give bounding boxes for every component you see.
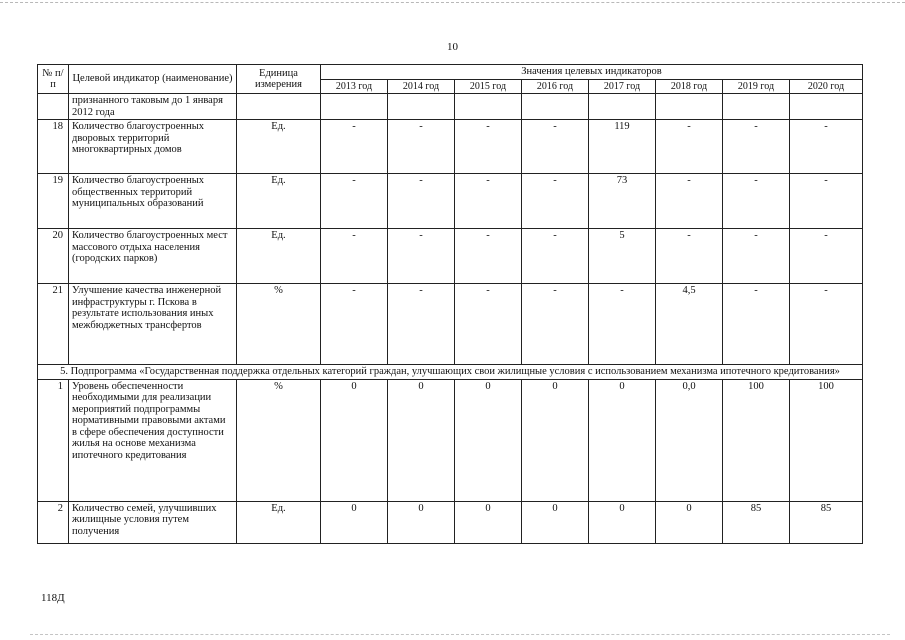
indicator-value: - <box>321 120 388 174</box>
value-cell-empty <box>723 94 790 120</box>
row-number: 19 <box>38 174 69 229</box>
indicator-value: - <box>522 120 589 174</box>
indicator-value: - <box>656 120 723 174</box>
num-cell-empty <box>38 94 69 120</box>
table-row <box>38 229 863 284</box>
header-indicator: Целевой индикатор (наименование) <box>69 65 237 94</box>
row-number: 18 <box>38 120 69 174</box>
indicator-value: - <box>522 284 589 365</box>
row-number: 1 <box>38 379 69 501</box>
indicator-value: - <box>723 284 790 365</box>
value-cell-empty <box>388 94 455 120</box>
value-cell-empty <box>656 94 723 120</box>
indicator-value: 0 <box>455 379 522 501</box>
indicator-value: 0 <box>321 501 388 543</box>
scan-edge-bottom <box>30 634 890 635</box>
header-year: 2018 год <box>656 79 723 94</box>
unit-value: % <box>237 379 321 501</box>
indicator-value: 119 <box>589 120 656 174</box>
indicator-value: - <box>522 229 589 284</box>
value-cell-empty <box>455 94 522 120</box>
indicator-value: - <box>790 174 863 229</box>
indicator-value: 100 <box>723 379 790 501</box>
row-number: 20 <box>38 229 69 284</box>
indicator-value: - <box>321 229 388 284</box>
indicator-value: 4,5 <box>656 284 723 365</box>
indicator-value: - <box>388 174 455 229</box>
indicator-value: - <box>790 229 863 284</box>
value-cell-empty <box>321 94 388 120</box>
indicator-value: - <box>723 120 790 174</box>
indicator-value: - <box>455 174 522 229</box>
indicator-value: 0 <box>589 379 656 501</box>
indicator-value: 85 <box>790 501 863 543</box>
table-row <box>38 284 863 365</box>
indicator-value: 0 <box>522 501 589 543</box>
indicator-value: - <box>790 284 863 365</box>
indicator-value: - <box>589 284 656 365</box>
indicator-name: Количество благоустроенных мест массового отдыха населения (городских парков) <box>69 229 237 284</box>
unit-value: Ед. <box>237 229 321 284</box>
footer-code: 118Д <box>41 592 65 604</box>
unit-cell-empty <box>237 94 321 120</box>
target-indicators-table <box>37 64 863 544</box>
value-cell-empty <box>522 94 589 120</box>
header-year: 2014 год <box>388 79 455 94</box>
indicator-value: 73 <box>589 174 656 229</box>
indicator-value: - <box>321 284 388 365</box>
indicator-value: 5 <box>589 229 656 284</box>
indicator-value: 0 <box>589 501 656 543</box>
table-row <box>38 379 863 501</box>
unit-value: Ед. <box>237 174 321 229</box>
indicator-value: - <box>388 284 455 365</box>
unit-value: Ед. <box>237 501 321 543</box>
indicator-name: Количество семей, улучшивших жилищные условия путем получения <box>69 501 237 543</box>
header-year: 2016 год <box>522 79 589 94</box>
indicator-value: 0 <box>388 379 455 501</box>
header-values: Значения целевых индикаторов <box>321 65 863 80</box>
indicator-value: - <box>321 174 388 229</box>
indicator-value: - <box>790 120 863 174</box>
indicator-value: - <box>656 174 723 229</box>
header-year: 2013 год <box>321 79 388 94</box>
value-cell-empty <box>589 94 656 120</box>
row-number: 21 <box>38 284 69 365</box>
header-year: 2015 год <box>455 79 522 94</box>
indicator-name: Количество благоустроенных общественных территорий муниципальных образований <box>69 174 237 229</box>
page-number: 10 <box>447 41 458 53</box>
indicator-value: - <box>455 229 522 284</box>
indicator-value: - <box>723 229 790 284</box>
table-row <box>38 120 863 174</box>
section-row <box>38 365 863 380</box>
table-row <box>38 501 863 543</box>
header-row-1 <box>38 65 863 80</box>
indicator-value: 0 <box>522 379 589 501</box>
row-number: 2 <box>38 501 69 543</box>
indicator-name: Улучшение качества инженерной инфраструктуры г. Пскова в результате использования иных межбюджетных трансфертов <box>69 284 237 365</box>
table-row <box>38 174 863 229</box>
indicator-value: 100 <box>790 379 863 501</box>
section-title: 5. Подпрограмма «Государственная поддержка отдельных категорий граждан, улучшающих свои жилищные условия с использованием механизма ипотечного кредитования» <box>38 365 863 380</box>
indicator-value: - <box>656 229 723 284</box>
indicator-value: 85 <box>723 501 790 543</box>
indicator-value: - <box>522 174 589 229</box>
indicator-value: - <box>455 120 522 174</box>
indicator-value: 0 <box>388 501 455 543</box>
indicator-value: - <box>723 174 790 229</box>
header-year: 2019 год <box>723 79 790 94</box>
indicator-value: 0 <box>321 379 388 501</box>
indicator-name: Количество благоустроенных дворовых территорий многоквартирных домов <box>69 120 237 174</box>
header-num: № п/п <box>38 65 69 94</box>
header-year: 2020 год <box>790 79 863 94</box>
header-year: 2017 год <box>589 79 656 94</box>
indicator-value: - <box>455 284 522 365</box>
scan-edge-top <box>0 2 905 3</box>
indicator-value: - <box>388 229 455 284</box>
header-unit: Единица измерения <box>237 65 321 94</box>
indicator-name-continuation: признанного таковым до 1 января 2012 года <box>69 94 237 120</box>
indicator-name: Уровень обеспеченности необходимыми для реализации мероприятий подпрограммы нормативными правовыми актами в сфере обеспечения доступности жилья на основе механизма ипотечного кредитования <box>69 379 237 501</box>
value-cell-empty <box>790 94 863 120</box>
unit-value: % <box>237 284 321 365</box>
indicator-value: - <box>388 120 455 174</box>
table-row-continuation <box>38 94 863 120</box>
indicator-value: 0,0 <box>656 379 723 501</box>
unit-value: Ед. <box>237 120 321 174</box>
indicator-value: 0 <box>656 501 723 543</box>
indicator-value: 0 <box>455 501 522 543</box>
